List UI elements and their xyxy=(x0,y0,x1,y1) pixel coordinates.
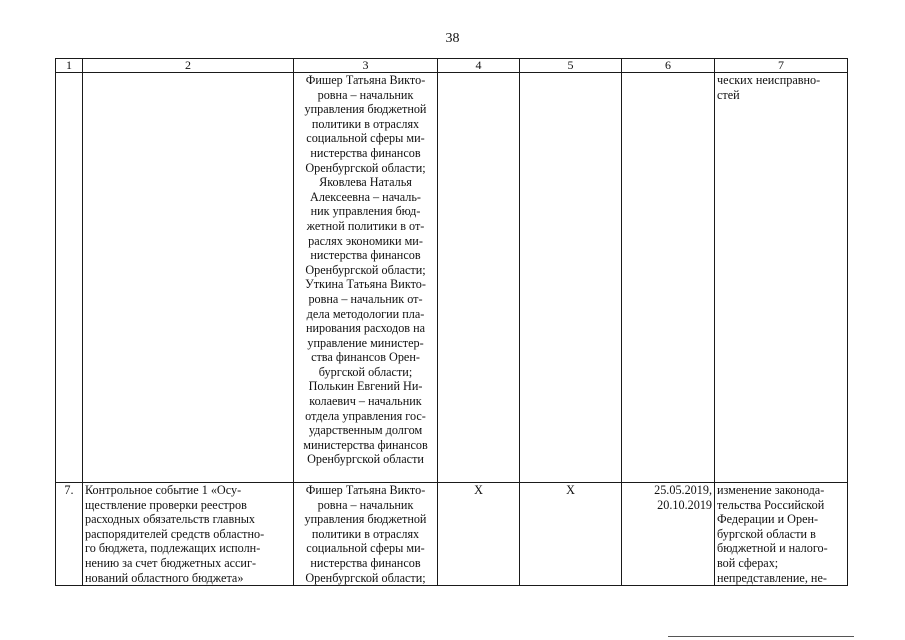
column-number: 1 xyxy=(56,59,83,73)
text-line: ровна – начальник xyxy=(317,497,414,512)
text-line: жетной политики в от- xyxy=(306,218,425,233)
cell-col5: Х xyxy=(520,483,622,586)
text-line: ства финансов Орен- xyxy=(311,350,420,365)
text-line: Оренбургской области xyxy=(307,452,424,467)
text-line: колаевич – начальник xyxy=(309,394,422,409)
column-number: 2 xyxy=(83,59,294,73)
table-row-continuation xyxy=(56,73,848,483)
text-line: нистерства финансов xyxy=(310,145,421,160)
cell-event xyxy=(83,73,294,483)
text-line: изменение законода- xyxy=(717,483,825,497)
text-line: нирования расходов на xyxy=(305,321,426,336)
text-line: ник управления бюд- xyxy=(310,204,421,219)
text-line: социальной сферы ми- xyxy=(306,541,425,556)
text-line: отдела управления гос- xyxy=(305,408,426,423)
text-line: министерства финансов xyxy=(303,437,428,452)
cell-deadline xyxy=(622,73,715,483)
text-line: дела методологии пла- xyxy=(306,306,425,321)
text-line: нению за счет бюджетных ассиг- xyxy=(85,555,257,570)
text-line: бургской области; xyxy=(318,364,413,379)
text-line: го бюджета, подлежащих исполн- xyxy=(85,541,261,556)
text-line: управление министер- xyxy=(307,335,424,350)
text-line: раслях экономики ми- xyxy=(308,233,423,248)
text-line: Алексеевна – началь- xyxy=(310,189,421,204)
text-line: Уткина Татьяна Викто- xyxy=(305,277,426,292)
cell-risks xyxy=(715,73,848,483)
cell-number: 7. xyxy=(56,483,83,586)
text-line: Полькин Евгений Ни- xyxy=(308,379,423,394)
text-line: тельства Российской xyxy=(717,497,825,512)
text-line: непредставление, не- xyxy=(717,570,827,585)
text-line: нований областного бюджета» xyxy=(85,570,244,585)
text-line: ческих неисправно- xyxy=(717,73,821,87)
cell-number xyxy=(56,73,83,483)
scan-edge-line xyxy=(668,636,854,637)
text-line: бургской области в xyxy=(717,526,816,541)
text-line: ударственным долгом xyxy=(308,423,423,438)
text-line: ществление проверки реестров xyxy=(85,497,247,512)
text-line: политики в отраслях xyxy=(311,116,420,131)
text-line: стей xyxy=(717,87,740,102)
text-line: нистерства финансов xyxy=(310,248,421,263)
text-line: управления бюджетной xyxy=(304,102,427,117)
text-line: 25.05.2019, xyxy=(654,483,712,497)
text-line: управления бюджетной xyxy=(304,512,427,527)
column-number: 5 xyxy=(520,59,622,73)
plan-table xyxy=(55,58,848,586)
text-line: Фишер Татьяна Викто- xyxy=(305,483,426,497)
text-line: бюджетной и налого- xyxy=(717,541,828,556)
cell-responsible xyxy=(294,73,438,483)
text-line: Яковлева Наталья xyxy=(319,175,412,190)
cell-col4: Х xyxy=(438,483,520,586)
text-line: Оренбургской области; xyxy=(305,160,426,175)
cell-event xyxy=(83,483,294,586)
table-row-7 xyxy=(56,483,848,586)
text-line: нистерства финансов xyxy=(310,555,421,570)
cell-responsible xyxy=(294,483,438,586)
text-line: Контрольное событие 1 «Осу- xyxy=(85,483,242,497)
column-number: 7 xyxy=(715,59,848,73)
text-line: 20.10.2019 xyxy=(657,497,712,512)
cell-col5 xyxy=(520,73,622,483)
cell-col4 xyxy=(438,73,520,483)
text-line: расходных обязательств главных xyxy=(85,512,256,527)
text-line: социальной сферы ми- xyxy=(306,131,425,146)
column-number-row xyxy=(56,59,848,73)
text-line: Оренбургской области; xyxy=(305,262,426,277)
column-number: 3 xyxy=(294,59,438,73)
text-line: распорядителей средств областно- xyxy=(85,526,265,541)
text-line: Фишер Татьяна Викто- xyxy=(305,73,426,87)
text-line: Федерации и Орен- xyxy=(717,512,819,527)
cell-risks xyxy=(715,483,848,586)
cell-deadline xyxy=(622,483,715,586)
text-line: ровна – начальник xyxy=(317,87,414,102)
column-number: 6 xyxy=(622,59,715,73)
text-line: Оренбургской области; xyxy=(305,570,426,585)
text-line: политики в отраслях xyxy=(311,526,420,541)
text-line: ровна – начальник от- xyxy=(308,291,423,306)
column-number: 4 xyxy=(438,59,520,73)
page-number: 38 xyxy=(445,31,460,46)
text-line: вой сферах; xyxy=(717,555,779,570)
